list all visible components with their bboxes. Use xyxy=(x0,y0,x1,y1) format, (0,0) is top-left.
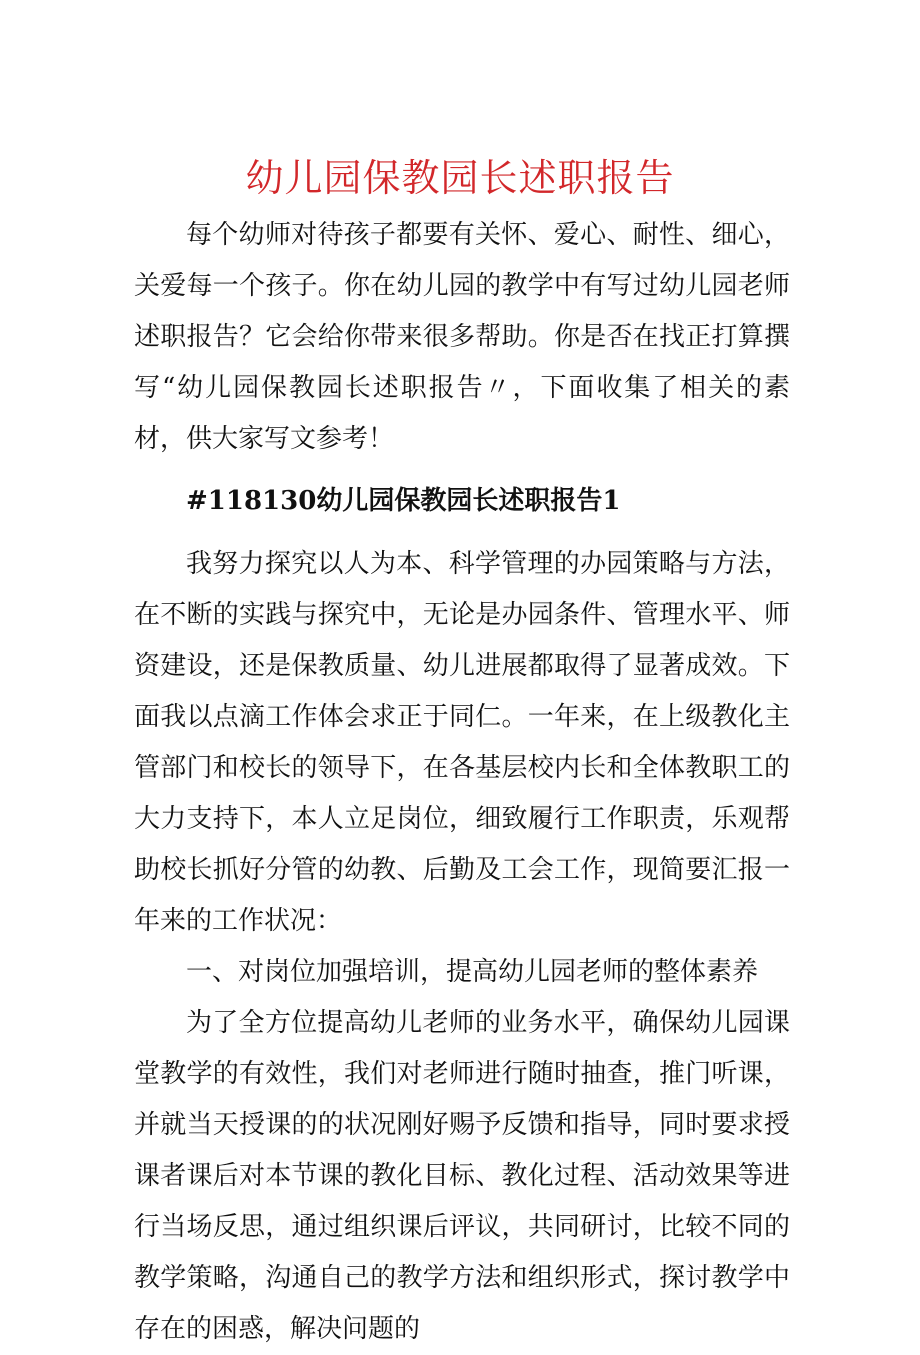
document-body xyxy=(134,210,790,1355)
body-paragraph-2: 一、对岗位加强培训，提高幼儿园老师的整体素养 xyxy=(186,957,759,987)
body-paragraph-1: 我努力探究以人为本、科学管理的办园策略与方法，在不断的实践与探究中，无论是办园条件、管理水平、师资建设，还是保教质量、幼儿进展都取得了显著成效。下面我以点滴工作体会求正于同仁。一年来，在上级教化主管部门和校长的领导下，在各基层校内长和全体教职工的大力支持下，本人立足岗位，细致履行工作职责，乐观帮助校长抓好分管的幼教、后勤及工会工作，现简要汇报一年来的工作状况： xyxy=(134,549,790,936)
intro-paragraph: 每个幼师对待孩子都要有关怀、爱心、耐性、细心，关爱每一个孩子。你在幼儿园的教学中有写过幼儿园老师述职报告？它会给你带来很多帮助。你是否在找正打算撰写“幼儿园保教园长述职报告〃，下面收集了相关的素材，供大家写文参考！ xyxy=(134,220,790,454)
body-paragraph-3: 为了全方位提高幼儿老师的业务水平，确保幼儿园课堂教学的有效性，我们对老师进行随时抽查，推门听课，并就当天授课的的状况刚好赐予反馈和指导，同时要求授课者课后对本节课的教化目标、教化过程、活动效果等进行当场反思，通过组织课后评议，共同研讨，比较不同的教学策略，沟通自己的教学方法和组织形式，探讨教学中存在的困惑，解决问题的 xyxy=(134,1008,790,1344)
section-heading: #118130幼儿园保教园长述职报告1 xyxy=(186,486,621,516)
document-title: 幼儿园保教园长述职报告 xyxy=(245,156,675,200)
